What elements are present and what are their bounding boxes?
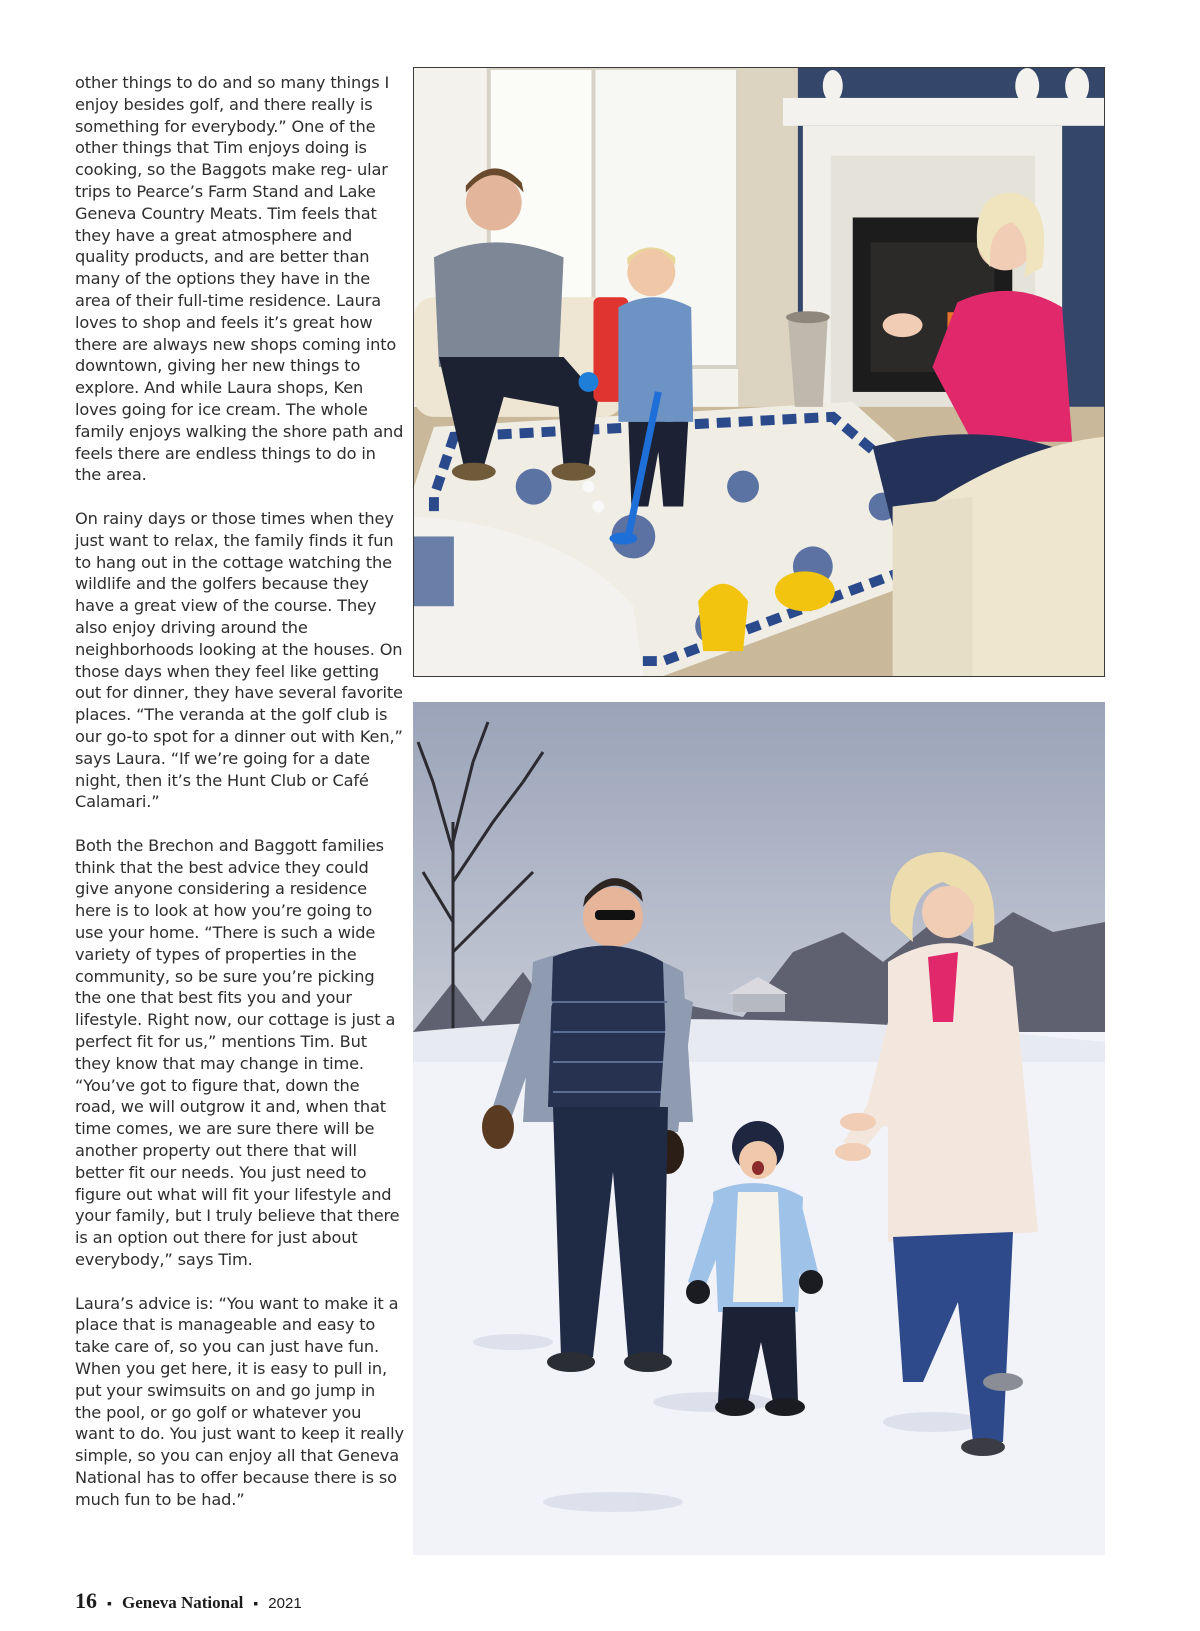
publication-name: Geneva National: [121, 1593, 244, 1612]
family-snow-photo: [413, 702, 1105, 1555]
article-paragraph-2: On rainy days or those times when they just want to relax, the family finds it fun to hang out in the cottage watching the wildlife and the golfers because they have a great view of the course. They also enjoy driving around the neighborhoods looking at the houses. On those days when they feel like getting out for dinner, they have several favorite places. “The veranda at the golf club is our go-to spot for a dinner out with Ken,” says Laura. “If we’re going for a date night, then it’s the Hunt Club or Café Calamari.”: [75, 508, 403, 812]
article-paragraph-1: other things to do and so many things I enjoy besides golf, and there really is something for everybody.” One of the other things that Tim enjoys doing is cooking, so the Baggots make reg- ular trips to Pearce’s Farm Stand and Lake Geneva Country Meats. Tim feels that they have a great atmosphere and quality products, and are better than many of the options they have in the area of their full-time residence. Laura loves to shop and feels it’s great how there are always new shops coming into downtown, giving her new things to explore. And while Laura shops, Ken loves going for ice cream. The whole family enjoys walking the shore path and feels there are endless things to do in the area.: [75, 73, 404, 485]
footer-separator: ▪: [107, 1597, 112, 1612]
snow-illustration: [413, 702, 1105, 1555]
issue-year: 2021: [268, 1595, 302, 1612]
page-footer: [75, 1588, 302, 1614]
article-paragraph-4: Laura’s advice is: “You want to make it a place that is manageable and easy to take care of, so you can just have fun. When you get here, it is easy to pull in, put your swimsuits on and go jump in the pool, or go golf or whatever you want to do. You just want to keep it really simple, so you can enjoy all that Geneva National has to offer because there is so much fun to be had.”: [75, 1293, 404, 1509]
footer-separator-2: ▪: [253, 1597, 259, 1612]
article-column: [75, 72, 405, 1532]
article-paragraph-3: Both the Brechon and Baggott families think that the best advice they could give anyone considering a residence here is to look at how you’re going to use your home. “There is such a wide variety of types of properties in the community, so be sure you’re picking the one that best fits you and your lifestyle. Right now, our cottage is just a perfect fit for us,” mentions Tim. But they know that may change in time. “You’ve got to figure that, down the road, we will outgrow it and, when that time comes, we are sure there will be another property out there that will better fit our needs. You just need to figure out what will fit your lifestyle and your family, but I truly believe that there is an option out there for just about everybody,” says Tim.: [75, 835, 400, 1270]
page-number: 16: [75, 1588, 97, 1613]
family-living-room-photo: [413, 67, 1105, 677]
living-room-illustration: [414, 68, 1104, 676]
